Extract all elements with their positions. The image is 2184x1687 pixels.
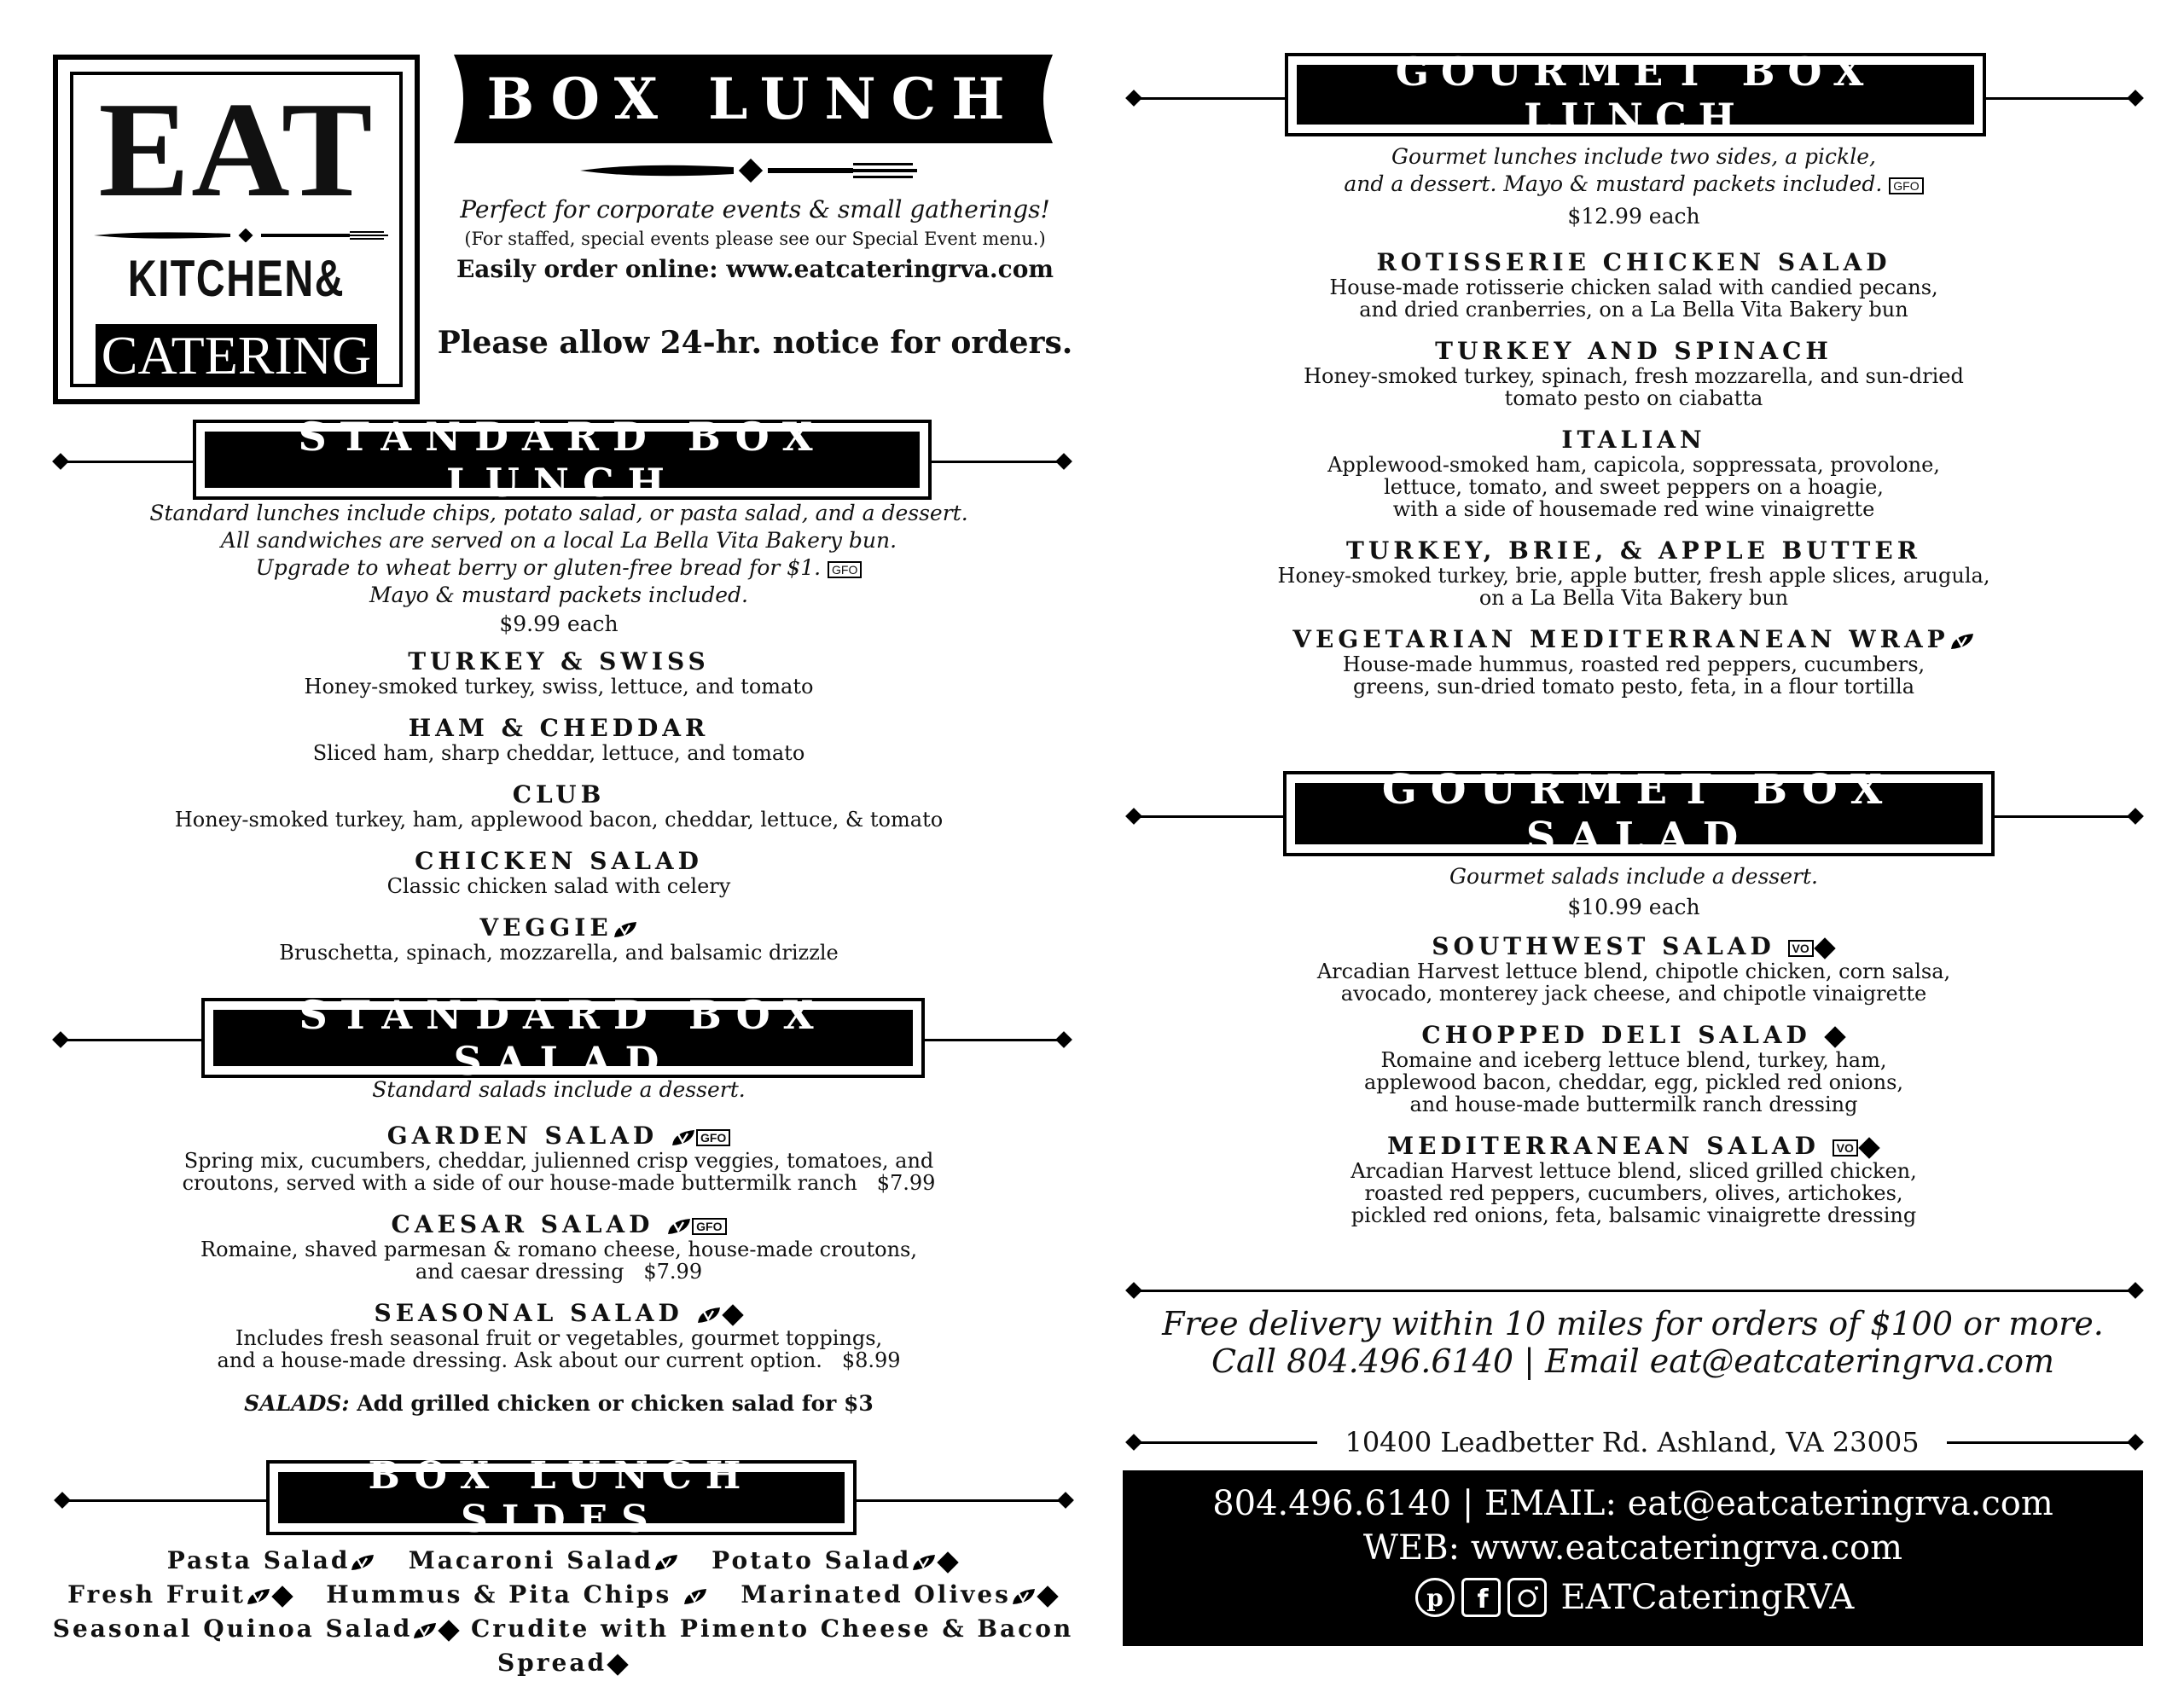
leaf-v-icon <box>1949 632 1975 651</box>
sides-row <box>34 1578 1092 1612</box>
item-price: $7.99 <box>643 1260 703 1284</box>
item-price: $7.99 <box>876 1171 936 1195</box>
rule-diamond-icon <box>2127 1282 2144 1299</box>
item-desc: applewood bacon, cheddar, egg, pickled red onions, <box>1363 1070 1904 1094</box>
item-desc: Classic chicken salad with celery <box>386 874 731 898</box>
item-desc: Romaine, shaved parmesan & romano cheese, house-made croutons, <box>200 1238 917 1261</box>
divider <box>1995 815 2133 818</box>
menu-item <box>85 914 1032 981</box>
standard-lunch-price: $9.99 each <box>499 612 619 636</box>
item-name: ROTISSERIE CHICKEN SALAD <box>1376 248 1891 276</box>
sides-row <box>34 1612 1092 1680</box>
side-item: Pasta Salad <box>166 1546 351 1574</box>
divider <box>1138 815 1283 818</box>
item-desc: Includes fresh seasonal fruit or vegetables, gourmet toppings, <box>235 1326 883 1350</box>
gf-diamond-icon <box>607 1654 628 1675</box>
divider <box>65 461 193 463</box>
item-name: TURKEY & SWISS <box>408 647 710 675</box>
gfo-badge: GFO <box>828 561 862 578</box>
menu-item <box>1160 1022 2107 1133</box>
gf-diamond-icon <box>1037 1586 1058 1607</box>
delivery-contact: Call 804.496.6140 | Email eat@eatcateringrva.com <box>1211 1342 2055 1380</box>
standard-lunch-intro <box>85 500 1032 609</box>
menu-item <box>1160 933 2107 1022</box>
menu-item <box>85 1211 1032 1300</box>
intro-line: Upgrade to wheat berry or gluten-free bread for $1. GFO <box>85 554 1032 582</box>
item-desc: and caesar dressing <box>415 1260 624 1284</box>
item-desc: tomato pesto on ciabatta <box>1504 386 1763 410</box>
divider <box>925 1039 1060 1041</box>
logo-kitchen: KITCHEN& <box>127 250 346 307</box>
gourmet-lunch-intro <box>1160 143 2107 198</box>
menu-item <box>1160 249 2107 338</box>
item-name: VEGGIE <box>479 913 613 942</box>
menu-item <box>85 848 1032 914</box>
leaf-v-icon <box>350 1553 375 1572</box>
gourmet-lunch-title: GOURMET BOX LUNCH <box>1297 65 1974 125</box>
side-item: Fresh Fruit <box>67 1580 246 1609</box>
leaf-v-icon <box>696 1306 722 1325</box>
item-desc: and house-made buttermilk ranch dressing <box>1409 1093 1858 1116</box>
item-desc: lettuce, tomato, and sweet peppers on a hoagie, <box>1384 475 1884 499</box>
vo-badge: VO <box>1833 1139 1858 1157</box>
standard-salad-banner <box>201 992 925 1084</box>
item-name: GARDEN SALAD <box>386 1122 659 1150</box>
standard-lunch-items <box>85 648 1032 981</box>
gourmet-salad-title: GOURMET BOX SALAD <box>1295 783 1983 844</box>
item-desc: on a La Bella Vita Bakery bun <box>1478 586 1789 610</box>
logo-catering: CATERING <box>96 324 377 387</box>
delivery-info <box>1123 1305 2143 1380</box>
item-desc: Honey-smoked turkey, swiss, lettuce, and tomato <box>304 675 814 699</box>
standard-lunch-title: STANDARD BOX LUNCH <box>205 432 920 488</box>
order-notice: Please allow 24-hr. notice for orders. <box>437 325 1073 361</box>
gfo-badge: GFO <box>692 1218 726 1235</box>
sides-title: BOX LUNCH SIDES <box>278 1472 845 1523</box>
box-lunch-note: (For staffed, special events please see our Special Event menu.) <box>464 229 1046 249</box>
standard-salad-intro: Standard salads include a dessert. <box>372 1077 746 1102</box>
item-desc: Applewood-smoked ham, capicola, soppressata, provolone, <box>1327 453 1940 477</box>
item-name: SEASONAL SALAD <box>374 1299 683 1327</box>
gourmet-salad-items <box>1160 933 2107 1244</box>
item-name: TURKEY AND SPINACH <box>1435 337 1833 365</box>
item-desc: with a side of housemade red wine vinaigrette <box>1392 497 1875 521</box>
sides-row <box>34 1544 1092 1578</box>
svg-text:p: p <box>1426 1584 1443 1612</box>
item-name: MEDITERRANEAN SALAD <box>1387 1132 1820 1160</box>
gourmet-lunch-price: $12.99 each <box>1567 204 1700 229</box>
gfo-badge: GFO <box>1889 177 1923 194</box>
menu-item <box>85 1122 1032 1211</box>
item-name: ITALIAN <box>1561 426 1706 454</box>
side-item: Crudite with Pimento Cheese & Bacon Spread <box>471 1615 1074 1677</box>
salad-addon <box>85 1388 1032 1419</box>
gf-diamond-icon <box>722 1304 743 1325</box>
contact-footer <box>1123 1470 2143 1646</box>
side-item: Seasonal Quinoa Salad <box>52 1615 413 1643</box>
intro-line: Standard lunches include chips, potato salad, or pasta salad, and a dessert. <box>149 501 968 525</box>
rule-diamond-icon <box>1055 453 1072 470</box>
item-name: VEGETARIAN MEDITERRANEAN WRAP <box>1292 625 1949 653</box>
item-price: $8.99 <box>841 1348 901 1372</box>
menu-item <box>85 781 1032 848</box>
item-name: CLUB <box>512 780 606 809</box>
item-name: CAESAR SALAD <box>391 1210 654 1238</box>
menu-item <box>85 715 1032 781</box>
divider <box>1947 1441 2133 1444</box>
item-desc: roasted red peppers, cucumbers, olives, artichokes, <box>1364 1181 1903 1205</box>
item-desc: Arcadian Harvest lettuce blend, chipotle chicken, corn salsa, <box>1316 959 1951 983</box>
divider <box>1138 97 1285 100</box>
item-desc: avocado, monterey jack cheese, and chipotle vinaigrette <box>1340 982 1927 1006</box>
item-desc: pickled red onions, feta, balsamic vinaigrette dressing <box>1350 1203 1917 1227</box>
item-desc: Honey-smoked turkey, brie, apple butter, fresh apple slices, arugula, <box>1277 564 1990 588</box>
facebook-icon[interactable] <box>1461 1578 1501 1617</box>
leaf-v-icon <box>1011 1587 1037 1606</box>
item-desc: Romaine and iceberg lettuce blend, turkey, ham, <box>1380 1048 1887 1072</box>
social-handle[interactable]: EATCateringRVA <box>1560 1578 1855 1617</box>
standard-salad-title: STANDARD BOX SALAD <box>213 1010 913 1066</box>
logo-eat: EAT <box>98 73 375 225</box>
item-desc: greens, sun-dried tomato pesto, feta, in a flour tortilla <box>1353 675 1914 699</box>
gourmet-lunch-items <box>1160 249 2107 715</box>
leaf-v-icon <box>682 1587 708 1606</box>
rule-diamond-icon <box>1055 1031 1072 1048</box>
leaf-v-icon <box>666 1217 692 1236</box>
menu-item <box>85 1300 1032 1388</box>
item-name: HAM & CHEDDAR <box>408 714 710 742</box>
item-name: CHICKEN SALAD <box>415 847 703 875</box>
box-lunch-online: Easily order online: www.eatcateringrva.com <box>456 255 1054 283</box>
gf-diamond-icon <box>1824 1026 1845 1047</box>
intro-line: and a dessert. Mayo & mustard packets included. GFO <box>1160 171 2107 198</box>
gf-diamond-icon <box>271 1586 293 1607</box>
menu-item <box>1160 338 2107 426</box>
item-desc: House-made rotisserie chicken salad with candied pecans, <box>1329 275 1938 299</box>
addon-label: SALADS: <box>244 1391 350 1416</box>
divider <box>1138 1441 1317 1444</box>
intro-line: Mayo & mustard packets included. <box>369 583 748 607</box>
item-desc: Honey-smoked turkey, ham, applewood bacon, cheddar, lettuce, & tomato <box>174 808 944 832</box>
item-desc: Arcadian Harvest lettuce blend, sliced grilled chicken, <box>1350 1159 1917 1183</box>
leaf-v-icon <box>246 1587 271 1606</box>
gf-diamond-icon <box>938 1551 959 1573</box>
gf-diamond-icon <box>1858 1137 1879 1158</box>
side-item: Hummus & Pita Chips <box>326 1580 672 1609</box>
menu-item <box>85 648 1032 715</box>
gourmet-salad-intro: Gourmet salads include a dessert. <box>1449 864 1818 889</box>
addon-text: Add grilled chicken or chicken salad for $3 <box>357 1391 874 1416</box>
menu-item <box>1160 626 2107 715</box>
item-name: CHOPPED DELI SALAD <box>1421 1021 1811 1049</box>
item-desc: Honey-smoked turkey, spinach, fresh mozzarella, and sun-dried <box>1304 364 1964 388</box>
gourmet-salad-price: $10.99 each <box>1567 895 1700 919</box>
intro-line: All sandwiches are served on a local La Bella Vita Bakery bun. <box>220 528 897 553</box>
item-desc: croutons, served with a side of our house-made buttermilk ranch <box>182 1171 857 1195</box>
side-item: Potato Salad <box>712 1546 912 1574</box>
gourmet-lunch-banner <box>1285 49 1986 141</box>
box-lunch-tagline: Perfect for corporate events & small gatherings! <box>460 195 1050 223</box>
divider <box>1986 97 2133 100</box>
item-desc: Spring mix, cucumbers, cheddar, julienned crisp veggies, tomatoes, and <box>183 1149 934 1173</box>
leaf-v-icon <box>911 1553 937 1572</box>
item-name: SOUTHWEST SALAD <box>1432 932 1775 960</box>
rule-diamond-icon <box>2127 808 2144 825</box>
item-desc: Bruschetta, spinach, mozzarella, and balsamic drizzle <box>279 941 839 965</box>
item-desc: House-made hummus, roasted red peppers, cucumbers, <box>1342 652 1926 676</box>
divider <box>932 461 1060 463</box>
gf-diamond-icon <box>439 1620 460 1641</box>
standard-lunch-banner <box>193 414 932 506</box>
leaf-v-icon <box>412 1621 438 1640</box>
gf-diamond-icon <box>1814 937 1835 959</box>
divider <box>1138 1290 2133 1292</box>
sides-banner <box>266 1454 857 1541</box>
item-desc: and dried cranberries, on a La Bella Vita Bakery bun <box>1359 298 1908 322</box>
knife-fork-icon <box>94 229 401 242</box>
standard-salad-items <box>85 1122 1032 1419</box>
vo-badge: VO <box>1788 940 1814 957</box>
sides-list <box>34 1544 1092 1680</box>
side-item: Macaroni Salad <box>408 1546 653 1574</box>
side-item: Marinated Olives <box>741 1580 1011 1609</box>
intro-line: Gourmet lunches include two sides, a pickle, <box>1391 144 1876 169</box>
rule-diamond-icon <box>2127 1434 2144 1451</box>
instagram-icon[interactable] <box>1507 1578 1547 1617</box>
item-desc: Sliced ham, sharp cheddar, lettuce, and tomato <box>312 741 805 765</box>
item-name: TURKEY, BRIE, & APPLE BUTTER <box>1346 536 1921 565</box>
delivery-line: Free delivery within 10 miles for orders of $100 or more. <box>1162 1305 2104 1342</box>
box-lunch-title: BOX LUNCH <box>486 66 1020 132</box>
rule-diamond-icon <box>2127 90 2144 107</box>
social-row <box>1123 1569 2143 1623</box>
footer-web[interactable]: WEB: www.eatcateringrva.com <box>1362 1528 1903 1568</box>
address: 10400 Leadbetter Rd. Ashland, VA 23005 <box>1345 1426 1920 1458</box>
leaf-v-icon <box>671 1128 696 1147</box>
knife-fork-icon <box>580 159 921 183</box>
divider <box>857 1499 1061 1502</box>
divider <box>65 1039 201 1041</box>
svg-text:f: f <box>1477 1585 1489 1615</box>
menu-item <box>1160 1133 2107 1244</box>
gfo-badge: GFO <box>696 1129 730 1146</box>
menu-item <box>1160 537 2107 626</box>
pinterest-icon[interactable] <box>1415 1578 1455 1617</box>
rule-diamond-icon <box>1057 1492 1074 1509</box>
item-desc: and a house-made dressing. Ask about our current option. <box>217 1348 822 1372</box>
footer-phone-email[interactable]: 804.496.6140 | EMAIL: eat@eatcateringrva.com <box>1212 1484 2053 1523</box>
divider <box>67 1499 266 1502</box>
menu-item <box>1160 426 2107 537</box>
logo <box>53 55 420 404</box>
leaf-v-icon <box>653 1553 679 1572</box>
leaf-v-icon <box>613 920 638 939</box>
gourmet-salad-banner <box>1283 766 1995 861</box>
